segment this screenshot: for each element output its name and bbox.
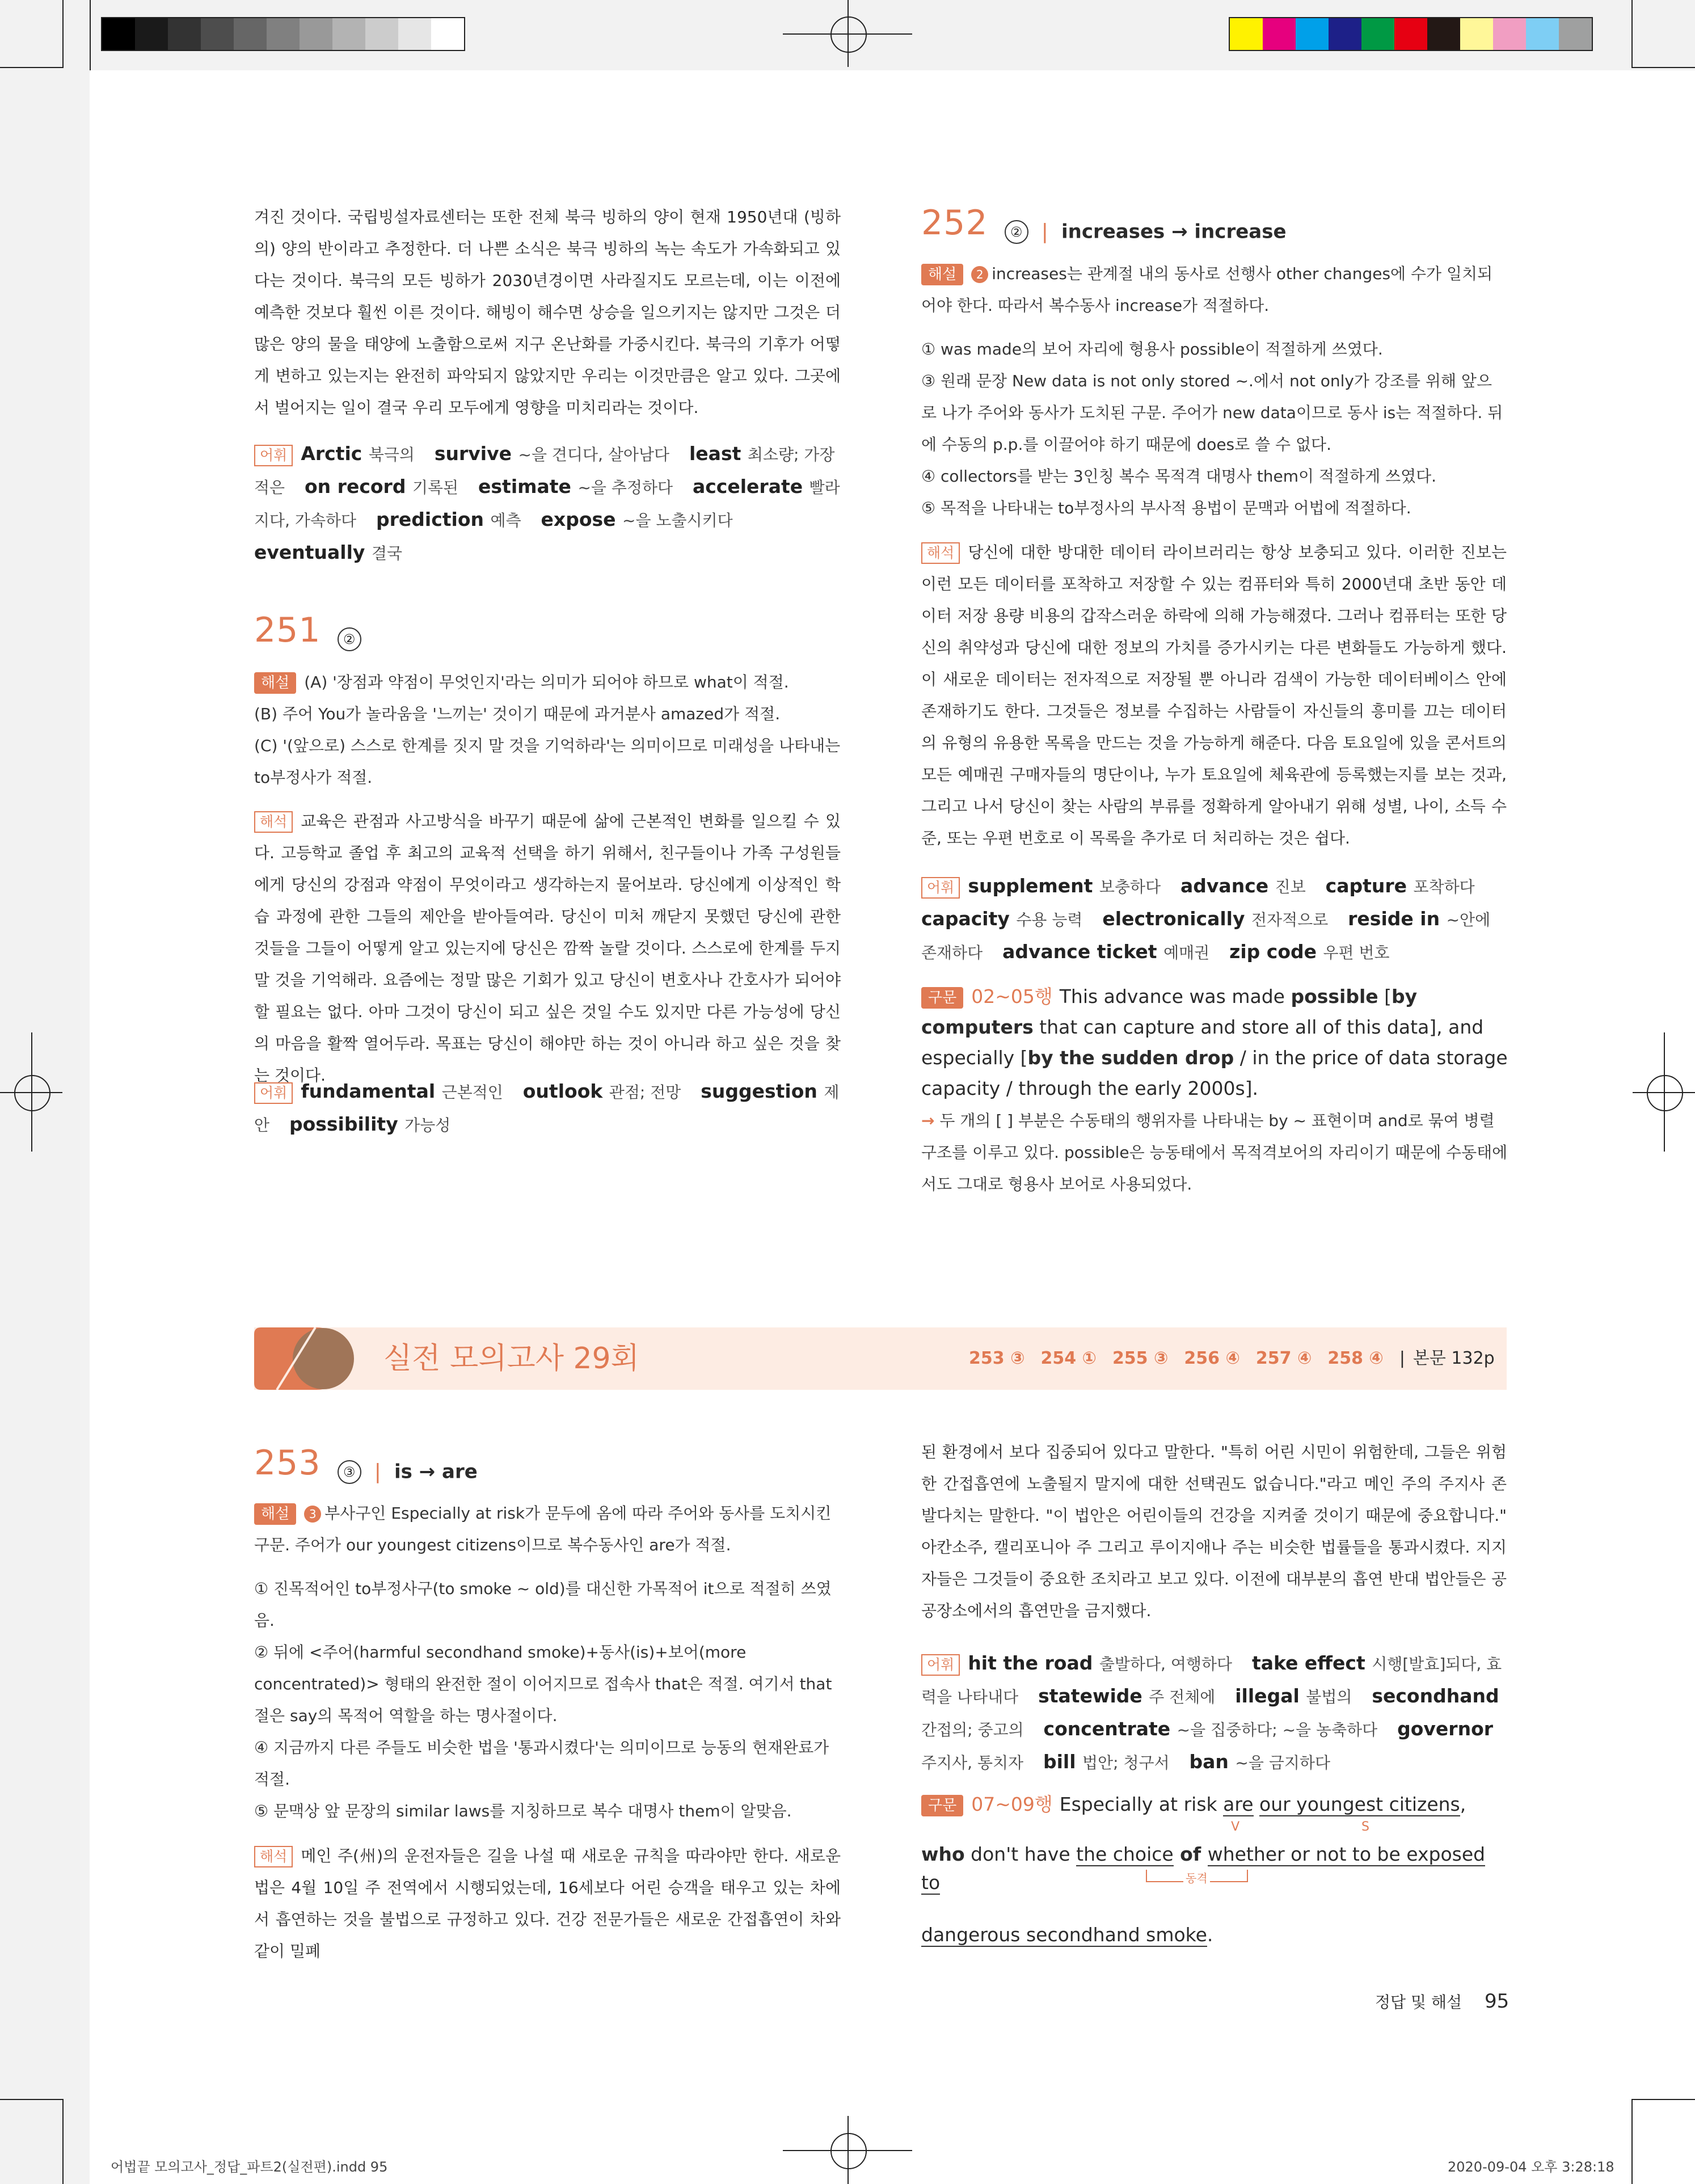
color-swatch [1394, 18, 1427, 50]
vocab-word: survive [434, 442, 518, 465]
syntax-note-text: 두 개의 [ ] 부분은 수동태의 행위자를 나타내는 by ~ 표현이며 and로 묶여 병렬구조를 이루고 있다. possible은 능동태에서 목적격보어의 자리이기 때문에 수동태에서도 그대로 형용사 보어로 사용되었다. [921, 1111, 1508, 1194]
vocab-word: outlook [522, 1080, 609, 1102]
syntax-text: , [1460, 1793, 1466, 1815]
q252-syntax [921, 981, 1508, 1104]
syntax-underlined: the choice [1076, 1843, 1174, 1865]
color-swatch [1329, 18, 1361, 50]
verb-marker: V [1231, 1820, 1240, 1834]
crop-mark [90, 0, 91, 70]
vocab-meaning: 전자적으로 [1251, 910, 1329, 929]
vocab-meaning: 진보 [1275, 878, 1306, 896]
subject-marker: S [1361, 1820, 1369, 1834]
syntax-tag: 구문 [921, 987, 963, 1009]
option-line: ③ 원래 문장 New data is not only stored ~.에서 not only가 강조를 위해 앞으로 나가 주어와 동사가 도치된 구문. 주어가 new data이므로 동사 is는 적절하다. 뒤에 수동의 p.p.를 이끌어야 하기 때문에 does로 쓸 수 없다. [921, 372, 1503, 454]
syntax-bold: by computers [921, 985, 1418, 1038]
color-swatch [135, 18, 168, 50]
syntax-underlined: dangerous secondhand smoke [921, 1924, 1207, 1946]
vocab-meaning: 가능성 [404, 1116, 451, 1135]
vocab-meaning: 북극의 [368, 445, 415, 464]
vocab-word: statewide [1038, 1685, 1149, 1707]
vocab-meaning: 수용 능력 [1016, 910, 1083, 929]
vocab-tag: 어휘 [921, 1654, 960, 1676]
explain-tag: 해설 [921, 264, 963, 285]
vocab-tag: 어휘 [254, 445, 293, 466]
appositive-label: 동격 [1183, 1872, 1210, 1884]
section-title: 실전 모의고사 29회 [383, 1342, 639, 1376]
q253-explanation [254, 1498, 841, 1561]
registration-mark-icon [1633, 1032, 1695, 1152]
page-number: 95 [1485, 1990, 1510, 2013]
color-swatch [398, 18, 431, 50]
q252-options [921, 334, 1507, 524]
syntax-bold: who [921, 1843, 965, 1865]
color-swatch [1493, 18, 1526, 50]
option-line: ② 뒤에 <주어(harmful secondhand smoke)+동사(is)+보어(more concentrated)> 형태의 완전한 절이 이어지므로 접속사 that은 적절. 여기서 that절은 say의 목적어 역할을 하는 명사절이다. [254, 1643, 832, 1725]
color-swatch [1230, 18, 1263, 50]
banner-logo-icon [254, 1327, 356, 1390]
vocab-word: governor [1397, 1718, 1494, 1740]
vocab-word: suggestion [701, 1080, 824, 1102]
vocab-word: advance ticket [1002, 941, 1164, 963]
color-swatch [431, 18, 464, 50]
gray-swatch-bar [101, 17, 465, 51]
explain-number: 2 [971, 266, 988, 283]
question-number: 253 [254, 1443, 321, 1483]
explain-line: (C) '(앞으로) 스스로 한계를 짓지 말 것을 기억하라'는 의미이므로 미래성을 나타내는 to부정사가 적절. [254, 736, 841, 787]
vocab-word: illegal [1235, 1685, 1306, 1707]
crop-mark [1631, 2099, 1633, 2184]
color-swatch [102, 18, 135, 50]
translation-text: 교육은 관점과 사고방식을 바꾸기 때문에 삶에 근본적인 변화를 일으킬 수 있다. 고등학교 졸업 후 최고의 교육적 선택을 하기 위해서, 친구들이나 가족 구성원들에게 당신의 강점과 약점이 무엇이라고 생각하는지 물어보라. 당신에게 이상적인 학습 과정에 관한 그들의 제안을 받아들여라. 당신이 미처 깨닫지 못했던 당신에 관한 것들을 그들이 어떻게 알고 있는지에 당신은 깜짝 놀랄 것이다. 스스로에 한계를 두지 말 것을 기억해라. 요즘에는 정말 많은 기회가 있고 당신이 변호사나 간호사가 되어야 할 필요는 없다. 아마 그것이 당신이 되고 싶은 것일 수도 있지만 다른 가능성에 당신의 마음을 활짝 열어두라. 목표는 당신이 해야만 하는 것이 아니라 하고 싶은 것을 찾는 것이다. [254, 812, 841, 1085]
vocab-block [254, 438, 844, 570]
syntax-lines: 02~05행 [971, 985, 1053, 1007]
q251-translation [254, 806, 841, 1091]
question-number: 251 [254, 610, 321, 650]
vocab-word: advance [1180, 875, 1275, 897]
option-line: ① was made의 보어 자리에 형용사 possible이 적절하게 쓰였다. [921, 340, 1383, 359]
explain-line: (A) '장점과 약점이 무엇인지'라는 의미가 되어야 하므로 what이 적절. [304, 673, 789, 692]
vocab-meaning: 불법의 [1306, 1688, 1352, 1706]
translation-text: 메인 주(州)의 운전자들은 길을 나설 때 새로운 규칙을 따라야만 한다. 새로운 법은 4월 10일 주 전역에서 시행되었는데, 16세보다 어린 승객을 태우고 있는 차에서 흡연하는 것을 불법으로 규정하고 있다. 건강 전문가들은 새로운 간접흡연이 차와 같이 밀폐 [254, 1846, 841, 1960]
prev-passage-translation: 겨진 것이다. 국립빙설자료센터는 또한 전체 북극 빙하의 양이 현재 1950년대 (빙하의) 양의 반이라고 추정한다. 더 나쁜 소식은 북극 빙하의 녹는 속도가 가속화되고 있다는 것이다. 북극의 모든 빙하가 2030년경이면 사라질지도 모르는데, 이는 이전에 예측한 것보다 훨씬 이른 것이다. 해빙이 해수면 상승을 일으키지는 않지만 그것은 더 많은 양의 물을 태양에 노출함으로써 지구 온난화를 가중시킨다. 북극의 기후가 어떻게 변하고 있는지는 완전히 파악되지 않았지만 우리는 이것만큼은 알고 있다. 그곳에서 벌어지는 일이 결국 우리 모두에게 영향을 미치리라는 것이다. [254, 208, 841, 417]
syntax-verb: are [1223, 1793, 1254, 1815]
explain-tag: 해설 [254, 1503, 296, 1525]
page-footer [1375, 1990, 1509, 2013]
color-swatch [201, 18, 234, 50]
vocab-meaning: 우편 번호 [1323, 943, 1390, 962]
color-swatch [234, 18, 267, 50]
vocab-word: bill [1043, 1751, 1083, 1773]
q251-explanation [254, 667, 844, 794]
color-swatch [1460, 18, 1493, 50]
vocab-word: accelerate [692, 475, 809, 497]
vocab-meaning: 근본적인 [441, 1083, 503, 1102]
option-line: ① 진목적어인 to부정사구(to smoke ~ old)를 대신한 가목적어 it으로 적절히 쓰였음. [254, 1579, 832, 1630]
q251-vocab [254, 1076, 844, 1141]
syntax-bold: possible [1291, 985, 1378, 1007]
syntax-text [1254, 1793, 1260, 1815]
option-line: ⑤ 문맥상 앞 문장의 similar laws를 지칭하므로 복수 대명사 them이 알맞음. [254, 1802, 792, 1820]
crop-mark [1631, 2099, 1695, 2100]
correction: increases → increase [1061, 220, 1287, 243]
vocab-word: capture [1325, 875, 1414, 897]
registration-mark-icon [783, 0, 912, 67]
crop-mark [62, 0, 64, 68]
explain-tag: 해설 [254, 672, 296, 694]
question-253-header [254, 1443, 478, 1484]
registration-mark-icon [783, 2116, 912, 2184]
arrow-right-icon: → [921, 1111, 935, 1130]
vocab-meaning: 주지사, 통치자 [921, 1753, 1024, 1772]
vocab-meaning: 빨라지다, 가속하다 [254, 478, 840, 530]
option-line: ④ 지금까지 다른 주들도 비슷한 법을 '통과시켰다'는 의미이므로 능동의 현재완료가 적절. [254, 1738, 829, 1789]
vocab-word: fundamental [301, 1080, 442, 1102]
question-251-header [254, 610, 361, 651]
explain-text: increases는 관계절 내의 동사로 선행사 other changes에 수가 일치되어야 한다. 따라서 복수동사 increase가 적절하다. [921, 264, 1493, 315]
vocab-word: hit the road [968, 1652, 1099, 1674]
explain-number: 3 [304, 1506, 321, 1523]
option-line: ⑤ 목적을 나타내는 to부정사의 부사적 용법이 문맥과 어법에 적절하다. [921, 499, 1411, 517]
syntax-subject: our youngest citizens [1259, 1793, 1460, 1815]
color-swatch [332, 18, 365, 50]
option-line: ④ collectors를 받는 3인칭 복수 목적격 대명사 them이 적절하게 쓰였다. [921, 467, 1437, 486]
syntax-bold: of [1173, 1843, 1208, 1865]
vocab-meaning: 포착하다 [1413, 878, 1475, 896]
vocab-word: reside in [1348, 908, 1447, 930]
translation-tag: 해석 [254, 811, 293, 833]
crop-mark [0, 67, 64, 68]
vocab-word: electronically [1102, 908, 1251, 930]
vocab-word: ban [1189, 1751, 1236, 1773]
answer-mark: ② [338, 627, 361, 651]
syntax-underlined: whether or not to be exposed to [921, 1843, 1486, 1894]
vocab-meaning: ~을 견디다, 살아남다 [518, 445, 670, 464]
correction: is → are [394, 1460, 478, 1483]
color-swatch [1296, 18, 1329, 50]
color-swatch [1427, 18, 1460, 50]
crop-mark [0, 2099, 64, 2100]
explain-text: 부사구인 Especially at risk가 문두에 옴에 따라 주어와 동사를 도치시킨 구문. 주어가 our youngest citizens이므로 복수동사인 are가 적절. [254, 1504, 832, 1554]
crop-mark [1631, 67, 1695, 68]
q253-syntax [921, 1790, 1508, 1949]
color-swatch [1526, 18, 1559, 50]
vocab-word: estimate [478, 475, 578, 497]
vocab-word: least [689, 442, 748, 465]
vocab-meaning: ~을 금지하다 [1235, 1753, 1331, 1772]
q252-translation [921, 537, 1507, 854]
syntax-tag: 구문 [921, 1795, 963, 1816]
q253-translation-continued: 된 환경에서 보다 집중되어 있다고 말한다. "특히 어린 시민이 위험한데, 그들은 위험한 간접흡연에 노출될지 말지에 대한 선택권도 없습니다."라고 메인 주의 주지사 존 발다치는 말한다. "이 법안은 어린이들의 건강을 지켜줄 것이기 때문에 중요합니다." 아칸소주, 캘리포니아 주 그리고 루이지애나 주는 비슷한 법률들을 통과시켰다. 지지자들은 그것들이 중요한 조치라고 보고 있다. 이전에 대부분의 흡연 반대 법안들은 공공장소에서의 흡연만을 금지했다. [921, 1443, 1507, 1620]
syntax-text: / in the price of data storage capacity / through the early 2000s]. [921, 1047, 1508, 1099]
page-reference: 본문 132p [1412, 1348, 1495, 1368]
answer-summary: 253 ③ 254 ① 255 ③ 256 ④ 257 ④ 258 ④ | 본문 132p [969, 1348, 1495, 1368]
vocab-meaning: ~을 추정하다 [577, 478, 673, 497]
answer-mark: ② [1005, 220, 1028, 244]
vocab-word: on record [305, 475, 412, 497]
vocab-meaning: 기록된 [412, 478, 459, 497]
answer-summary-item: 256 ④ [1184, 1348, 1240, 1368]
answer-mark: ③ [338, 1460, 361, 1484]
vocab-word: possibility [289, 1113, 405, 1135]
translation-text: 당신에 대한 방대한 데이터 라이브러리는 항상 보충되고 있다. 이러한 진보는 이런 모든 데이터를 포착하고 저장할 수 있는 컴퓨터와 특히 2000년대 초반 동안 데이터 저장 용량 비용의 갑작스러운 하락에 의해 가능해졌다. 그러나 컴퓨터는 또한 당신의 취약성과 당신에 대한 정보의 가치를 증가시키는 다른 변화들도 가능하게 했다. 이 새로운 데이터는 전자적으로 저장될 뿐 아니라 검색이 가능한 데이터베이스 안에 존재하기도 한다. 그것들은 정보를 수집하는 사람들이 자신들의 흥미를 끄는 데이터의 유형의 유용한 목록을 만드는 것을 가능하게 해준다. 다음 토요일에 있을 콘서트의 모든 예매권 구매자들의 명단이나, 누가 토요일에 체육관에 등록했는지를 보는 것과, 그리고 나서 당신이 찾는 사람의 부류를 정확하게 알아내기 위해 성별, 나이, 소득 수준, 또는 우편 번호로 이 목록을 추가로 더 처리하는 것은 쉽다. [921, 543, 1507, 848]
vocab-meaning: 최소량; 가장 적은 [254, 445, 835, 497]
syntax-text: [ [1378, 985, 1392, 1007]
vocab-word: prediction [376, 508, 491, 530]
vocab-tag: 어휘 [254, 1082, 293, 1104]
q252-explanation [921, 258, 1507, 322]
print-file-name: 어법끝 모의고사_정답_파트2(실전편).indd 95 [111, 2159, 388, 2175]
color-swatch [300, 18, 332, 50]
registration-mark-icon [0, 1032, 62, 1152]
color-swatch-bar [1229, 17, 1593, 51]
color-swatch [1263, 18, 1296, 50]
syntax-lines: 07~09행 [971, 1793, 1053, 1815]
q252-vocab [921, 870, 1508, 969]
vocab-meaning: 주 전체에 [1149, 1688, 1216, 1706]
vocab-meaning: 출발하다, 여행하다 [1099, 1655, 1233, 1673]
color-swatch [1361, 18, 1394, 50]
answer-summary-item: 254 ① [1040, 1348, 1097, 1368]
vocab-meaning: 관점; 전망 [609, 1083, 681, 1102]
vocab-word: capacity [921, 908, 1017, 930]
syntax-text: . [1207, 1924, 1213, 1946]
vocab-word: take effect [1251, 1652, 1372, 1674]
vocab-meaning: 예측 [490, 511, 521, 530]
answer-summary-item: 258 ④ [1327, 1348, 1384, 1368]
print-date: 2020-09-04 오후 3:28:18 [1448, 2159, 1614, 2175]
syntax-text: This advance was made [1059, 985, 1291, 1007]
vocab-tag: 어휘 [921, 877, 960, 899]
vocab-meaning: 시행[발효]되다, 효력을 나타내다 [921, 1655, 1502, 1706]
question-number: 252 [921, 203, 988, 243]
answer-summary-item: 253 ③ [969, 1348, 1025, 1368]
explain-line: (B) 주어 You가 놀라움을 '느끼는' 것이기 때문에 과거분사 amazed가 적절. [254, 705, 781, 723]
vocab-meaning: ~을 노출시키다 [622, 511, 733, 530]
translation-tag: 해석 [921, 542, 960, 564]
syntax-bold: by the sudden drop [1027, 1047, 1234, 1069]
q252-syntax-note [921, 1105, 1508, 1200]
q253-options [254, 1573, 841, 1827]
vocab-meaning: 제안 [254, 1083, 840, 1135]
vocab-word: expose [541, 508, 623, 530]
vocab-word: Arctic [301, 442, 369, 465]
crop-mark [62, 2099, 64, 2184]
vocab-word: supplement [968, 875, 1099, 897]
question-252-header [921, 203, 1287, 244]
translation-tag: 해석 [254, 1846, 293, 1867]
syntax-text: that can capture and store all of this data], and especially [ [921, 1016, 1484, 1069]
divider: | [1041, 220, 1048, 243]
color-swatch [267, 18, 300, 50]
divider: | [374, 1460, 381, 1483]
color-swatch [365, 18, 398, 50]
vocab-word: secondhand [1372, 1685, 1499, 1707]
crop-mark [1631, 0, 1633, 68]
vocab-meaning: ~을 집중하다; ~을 농축하다 [1177, 1721, 1378, 1739]
vocab-meaning: 간접의; 중고의 [921, 1721, 1024, 1739]
q253-translation [254, 1840, 841, 1967]
vocab-meaning: 법안; 청구서 [1082, 1753, 1170, 1772]
color-swatch [1559, 18, 1592, 50]
vocab-meaning: 보충하다 [1099, 878, 1161, 896]
vocab-word: eventually [254, 541, 372, 563]
q253-vocab [921, 1647, 1508, 1779]
vocab-meaning: 결국 [371, 544, 403, 563]
color-swatch [168, 18, 201, 50]
answer-summary-item: 257 ④ [1255, 1348, 1312, 1368]
syntax-text: Especially at risk [1059, 1793, 1224, 1815]
vocab-meaning: 예매권 [1163, 943, 1210, 962]
vocab-word: concentrate [1043, 1718, 1177, 1740]
vocab-meaning: ~안에 존재하다 [921, 910, 1491, 962]
syntax-text: don't have [964, 1843, 1077, 1865]
answer-summary-item: 255 ③ [1112, 1348, 1169, 1368]
vocab-word: zip code [1229, 941, 1323, 963]
footer-label: 정답 및 해설 [1375, 1993, 1462, 2012]
